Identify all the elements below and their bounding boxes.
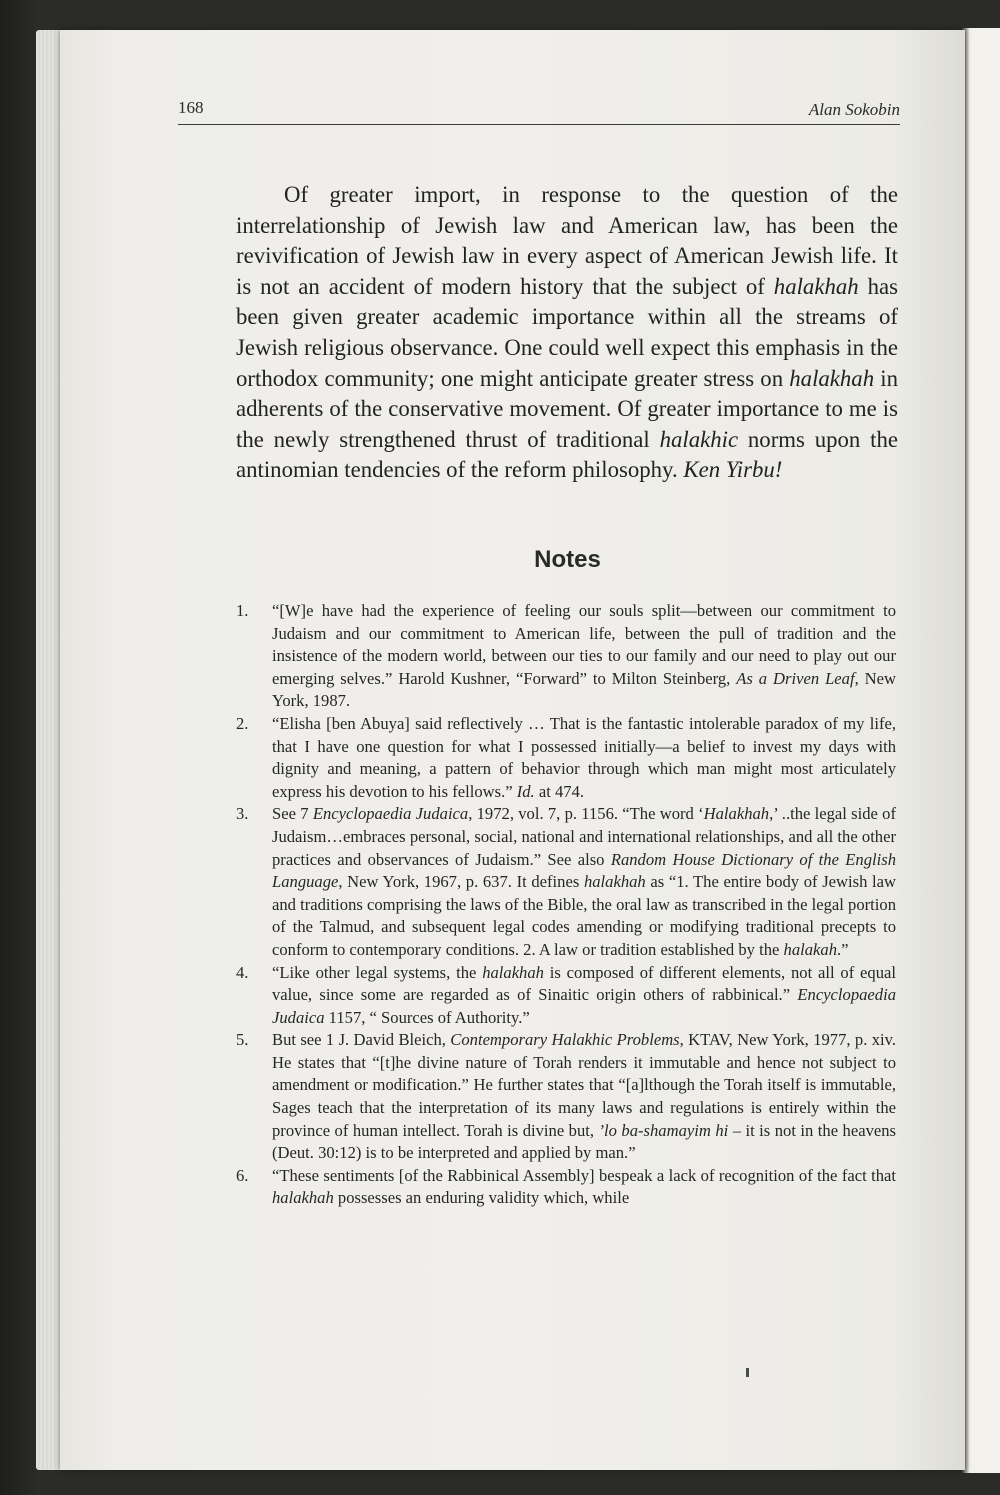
notes-heading: Notes [534,546,601,573]
note-number: 5. [236,1030,249,1050]
text-run: Of greater import, in response to the question of the interrelationship of Jewish law and American law, has been the revivification of Jewish law in every aspect of American Jewish life. It is not an accident of modern history that the subject of [236,182,898,299]
italic-term: As a Driven Leaf [736,668,855,688]
text-run: as “1. The entire body of Jewish law and traditions comprising the laws of the Bible, the oral law as transcribed in the legal portion of the Talmud, and subsequent legal codes amending or modifying traditional precepts to conform to contemporary conditions. 2. A law or tradition established by the [272,872,896,959]
note-text [272,714,896,801]
note-text [272,601,896,710]
text-run: 1157, “ Sources of Authority.” [324,1007,530,1027]
text-run: , New York, 1967, p. 637. It defines [338,872,584,892]
facing-page-edge [962,28,1000,1473]
note-text [272,1166,896,1208]
text-run: is composed of different elements, not all of equal value, since some are regarded as of Sinaitic origin others of rabbinical.” [272,962,896,1005]
note-number: 6. [236,1165,249,1185]
page-number: 168 [178,98,204,117]
italic-term: Halakhah [703,804,770,824]
italic-term: ’lo ba-shamayim hi [598,1120,729,1140]
text-run: norms upon the antinomian tendencies of the reform philosophy. [236,426,898,483]
note-number: 3. [236,804,249,824]
running-head: Alan Sokobin [808,100,900,119]
note-item [236,803,896,961]
text-run: , New York, 1987. [272,668,897,711]
text-run: , KTAV, New York, 1977, p. xiv. He states that “[t]he divine nature of Torah renders it immutable and hence not subject to amendment or modification.” He further states that “[a]lthough the Torah itself is immutable, Sages teach that the interpretation of its many laws and regulations is entirely within the province of human intellect. Torah is divine but, [272,1030,896,1140]
italic-term: Encyclopaedia Judaica [272,985,896,1027]
notes-list [236,600,896,1210]
text-run: “Elisha [ben Abuya] said reflectively … That is the fantastic intolerable paradox of my life, that I have one question for what I possessed initially—a belief to invest my days with dignity and meaning, a pattern of behavior through which man might most articulately express his devotion to his fellows.” [272,713,896,801]
italic-term: Random House Dictionary of the English Language [272,849,896,892]
note-number: 1. [236,601,249,620]
page-header [178,96,900,125]
text-run: – it is not in the heavens (Deut. 30:12) is to be interpreted and applied by man.” [272,1120,896,1163]
text-run: “These sentiments [of the Rabbinical Assembly] bespeak a lack of recognition of the fact that [272,1165,896,1185]
text-run: possesses an enduring validity which, while [333,1188,630,1208]
italic-term: Encyclopaedia Judaica [312,804,469,824]
text-run: “Like other legal systems, the [272,962,483,982]
note-item [236,962,896,1030]
text-run: ,’ ..the legal side of Judaism…embraces personal, social, national and international relationships, and all the other practices and observances of Judaism.” See also [272,804,896,869]
text-run: , 1972, vol. 7, p. 1156. “The word ‘ [468,804,704,824]
note-item [236,1165,896,1210]
italic-term: halakhah [583,872,646,892]
body-paragraph [236,180,898,486]
text-run: “[W]e have had the experience of feeling our souls split—between our commitment to Judaism and our commitment to American life, between the pull of tradition and the insistence of the modern world, between our ties to our family and our need to play out our emerging selves.” Harold Kushner, “Forward” to Milton Steinberg, [272,601,896,688]
text-run: But see 1 J. David Bleich, [272,1030,451,1050]
ink-mark [746,1368,749,1377]
text-run: in adherents of the conservative movement. Of greater importance to me is the newly strengthened thrust of traditional [236,365,899,452]
text-run: .” [837,939,849,959]
italic-term: halakhah [789,365,875,391]
text-run: See 7 [272,804,313,824]
italic-term: Contemporary Halakhic Problems [450,1030,680,1050]
note-item [236,1029,896,1165]
note-text [272,1030,896,1162]
italic-term: Id. [516,781,535,801]
italic-term: halakhah [482,962,544,982]
note-number: 2. [236,713,249,733]
italic-term: halakah [783,939,838,959]
italic-term: halakhah [773,273,859,299]
note-text [272,804,896,959]
note-number: 4. [236,962,249,982]
text-run: has been given greater academic importance within all the streams of Jewish religious observance. One could well expect this emphasis in the orthodox community; one might anticipate greater stress on [236,273,898,391]
note-text [272,963,896,1027]
italic-term: halakhah [272,1188,334,1208]
note-item [236,600,896,713]
italic-term: Ken Yirbu! [683,457,783,483]
text-run: at 474. [534,781,585,801]
note-item [236,713,896,803]
italic-term: halakhic [659,426,739,452]
